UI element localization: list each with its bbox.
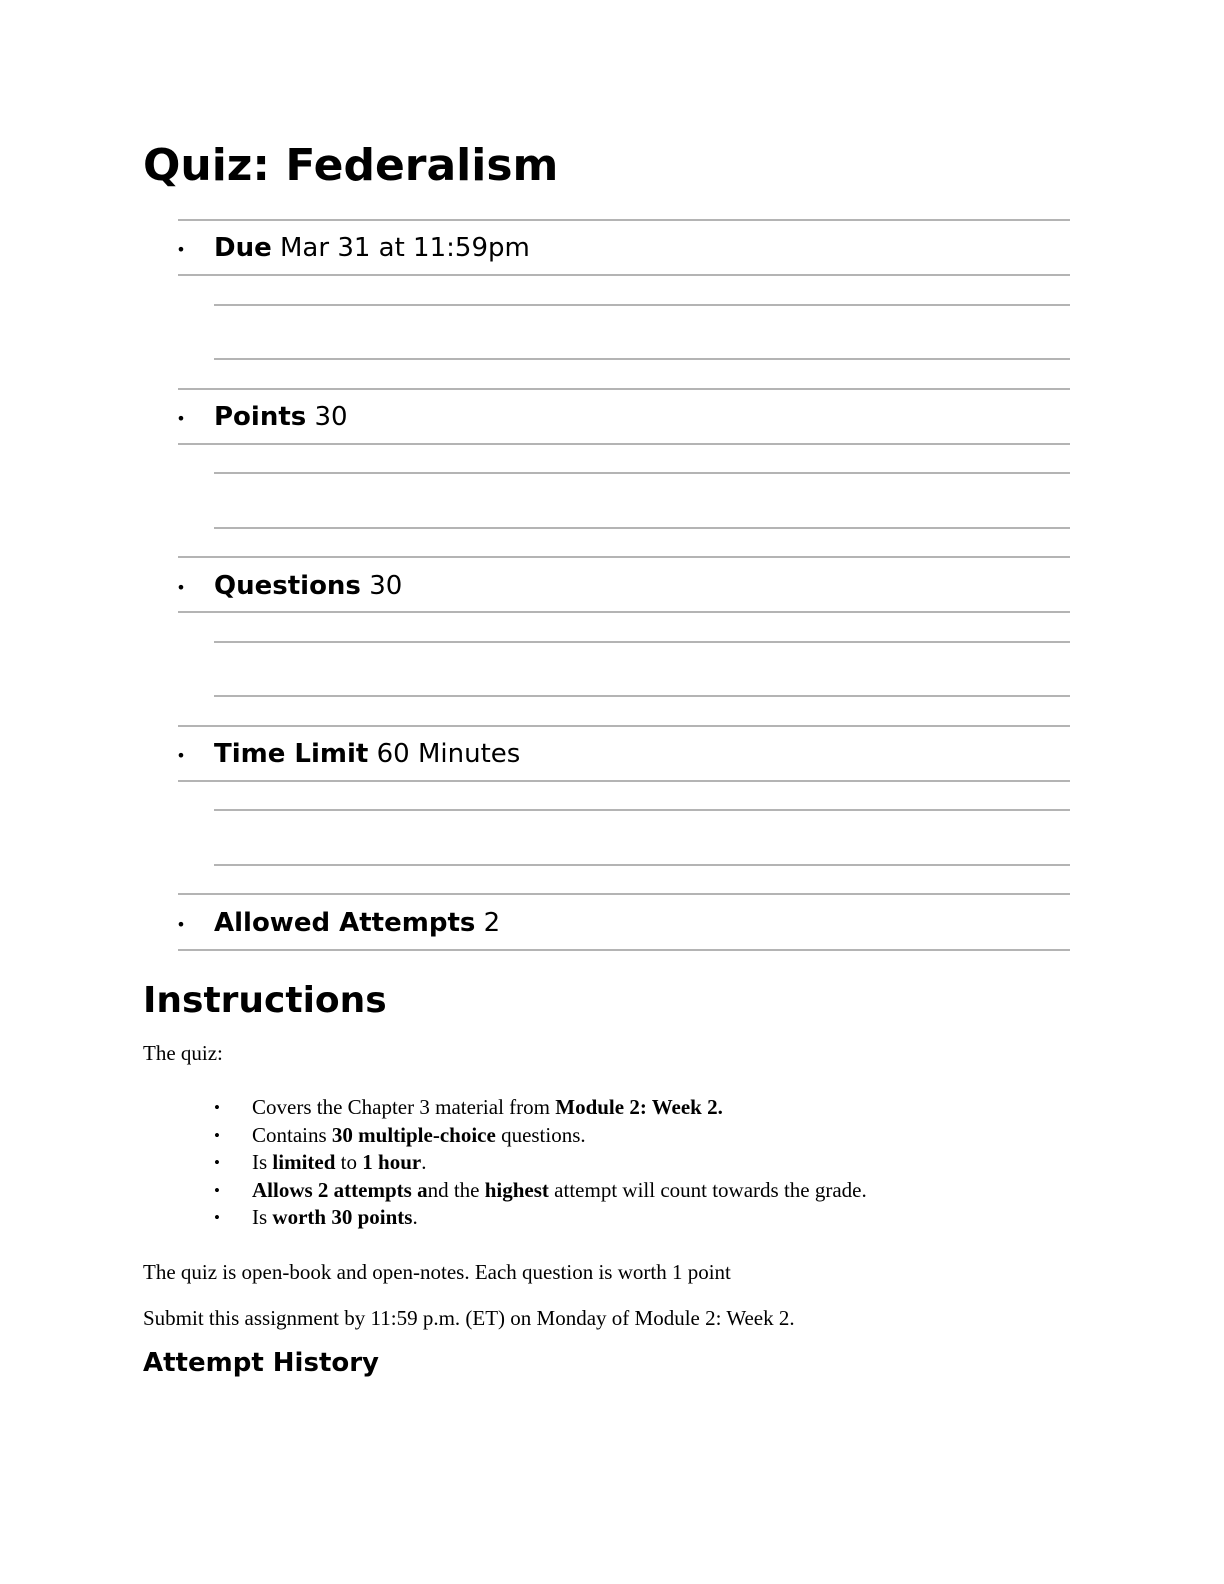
instructions-list (214, 1094, 867, 1232)
text: . (421, 1150, 427, 1174)
instructions-list-item (214, 1149, 867, 1177)
detail-questions (214, 569, 402, 603)
bold-text: Allows 2 attempts a (252, 1177, 428, 1202)
detail-label: Due (214, 233, 272, 263)
instructions-note: The quiz is open-book and open-notes. Each question is worth 1 point (143, 1260, 731, 1284)
detail-value: 30 (369, 571, 403, 601)
detail-due (214, 231, 530, 265)
divider (178, 443, 1070, 445)
bullet-icon: • (214, 1180, 220, 1200)
bold-text: worth 30 points (272, 1205, 413, 1229)
divider (178, 274, 1070, 276)
divider (178, 388, 1070, 390)
bullet-icon: • (176, 409, 186, 428)
text: Covers the Chapter 3 material from (252, 1095, 556, 1119)
bullet-icon: • (176, 578, 186, 597)
bold-text: Module 2: Week 2. (555, 1095, 723, 1119)
text: Is (252, 1205, 273, 1229)
divider (214, 304, 1070, 306)
text: . (412, 1205, 418, 1229)
detail-value: Mar 31 at 11:59pm (280, 233, 530, 263)
text: to (335, 1150, 363, 1174)
text: Contains (252, 1122, 332, 1147)
divider (214, 864, 1070, 866)
detail-value: 2 (483, 908, 501, 938)
detail-label: Time Limit (214, 739, 369, 769)
bold-text: 30 multiple-choice (331, 1122, 496, 1147)
instructions-list-item (214, 1177, 867, 1205)
bullet-icon: • (214, 1098, 220, 1117)
detail-label: Allowed Attempts (214, 908, 476, 938)
instructions-list-item (214, 1204, 867, 1232)
divider (178, 219, 1070, 221)
attempt-history-heading: Attempt History (143, 1348, 380, 1378)
divider (214, 641, 1070, 643)
bullet-icon: • (176, 915, 186, 934)
detail-label: Questions (214, 571, 361, 601)
instructions-intro: The quiz: (143, 1041, 223, 1065)
detail-time-limit (214, 737, 520, 771)
bullet-icon: • (214, 1125, 220, 1145)
bold-text: 1 hour (362, 1150, 422, 1174)
divider (214, 472, 1070, 474)
text: questions. (495, 1122, 586, 1147)
divider (178, 556, 1070, 558)
bold-text: highest (484, 1177, 549, 1202)
text: attempt will count towards the grade. (548, 1177, 867, 1202)
instructions-heading: Instructions (143, 980, 387, 1021)
divider (178, 725, 1070, 727)
divider (214, 695, 1070, 697)
divider (214, 809, 1070, 811)
bullet-icon: • (214, 1208, 220, 1227)
detail-points (214, 400, 348, 434)
detail-allowed-attempts (214, 906, 500, 940)
bullet-icon: • (214, 1153, 220, 1172)
instructions-list-item (214, 1094, 867, 1122)
bullet-icon: • (176, 240, 186, 259)
text: Is (252, 1150, 273, 1174)
divider (178, 611, 1070, 613)
divider (214, 527, 1070, 529)
detail-value: 30 (314, 402, 348, 432)
submission-deadline: Submit this assignment by 11:59 p.m. (ET) on Monday of Module 2: Week 2. (143, 1306, 795, 1330)
text: nd the (427, 1177, 485, 1202)
divider (178, 949, 1070, 951)
instructions-list-item (214, 1122, 867, 1150)
divider (178, 780, 1070, 782)
detail-label: Points (214, 402, 307, 432)
divider (214, 358, 1070, 360)
page-title: Quiz: Federalism (143, 140, 559, 191)
divider (178, 893, 1070, 895)
detail-value: 60 Minutes (376, 739, 521, 769)
bullet-icon: • (176, 746, 186, 765)
bold-text: limited (272, 1150, 336, 1174)
